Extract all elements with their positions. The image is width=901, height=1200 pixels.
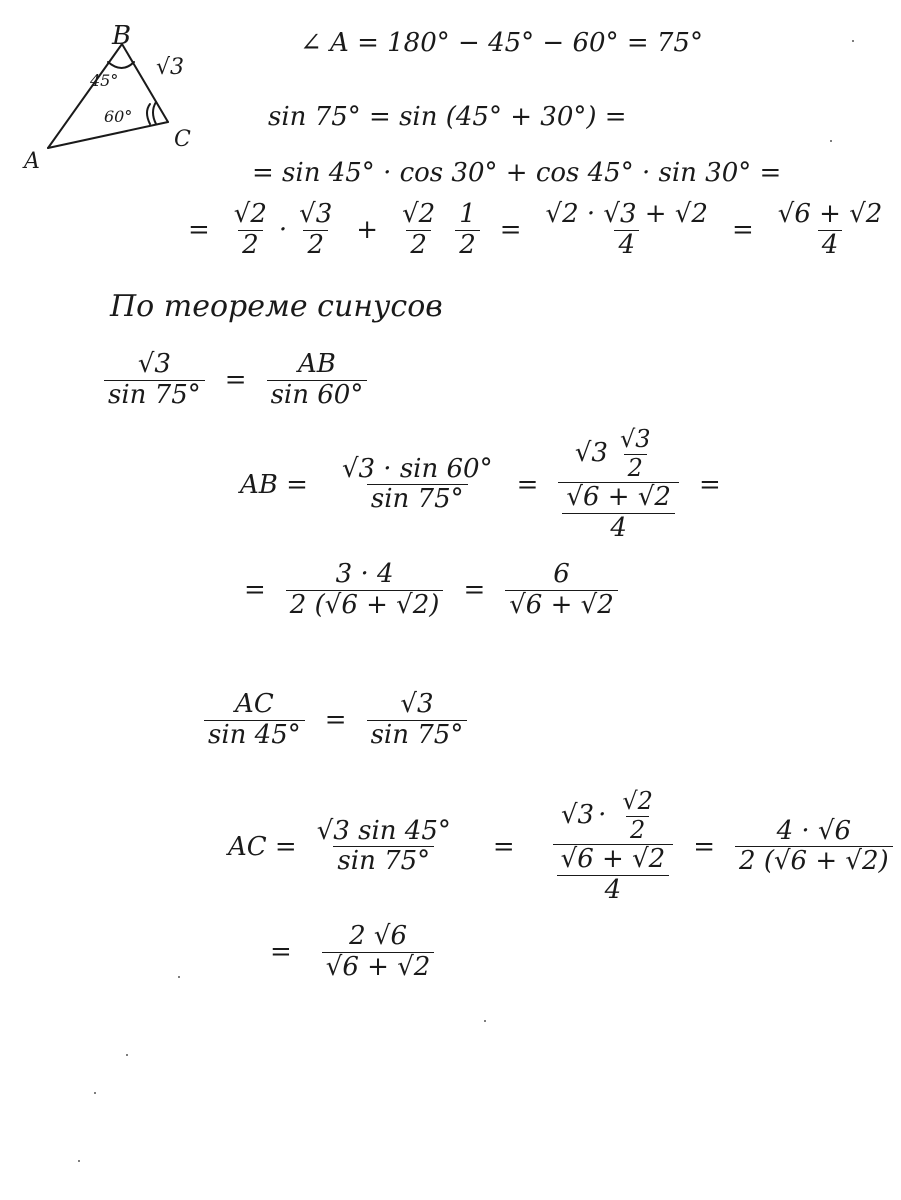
- fraction-sqrt3sin60-over-sin75: $\frac{√3 \cdot \sin 60^\circ}{\sin 75^\circ}$: [341, 453, 493, 515]
- fraction-ab-over-sin60: $\frac{AB}{\sin 60^\circ}$: [267, 350, 368, 411]
- scan-speck: [126, 1054, 128, 1056]
- fraction-sqrt2-over-2: $\frac{√2}{2}$: [233, 199, 267, 260]
- vertex-a-label: A: [24, 149, 40, 174]
- sin75-line: sin 75° = sin (45° + 30°) =: [268, 102, 627, 132]
- scan-speck: [830, 140, 832, 142]
- triangle-diagram: [0, 0, 260, 200]
- angle-b-arc: [108, 62, 134, 68]
- fraction-12-over-2paren: $\frac{3 \cdot 4}{2 (√6 + √2)}$: [286, 560, 444, 621]
- vertex-b-label: B: [112, 21, 132, 51]
- scan-speck: [78, 1160, 80, 1162]
- scan-speck: [484, 1020, 486, 1022]
- ac-computation: AC = $\frac{√3 \sin 45^\circ}{\sin 75^\circ}$ = √3 · √2 2 √6 + √2 4 = $\frac{4 \cdot √6}{2 (√6 + √2)}$: [228, 788, 901, 906]
- fraction-2sqrt6-over-sum: $\frac{2 √6}{√6 + √2}$: [322, 922, 435, 983]
- ac-result: = $\frac{2 √6}{√6 + √2}$: [258, 922, 442, 983]
- side-ab: [48, 44, 122, 148]
- fraction-sqrt3-over-sin75-b: $\frac{√3}{\sin 75^\circ}$: [367, 690, 468, 751]
- fraction-sqrt3-over-2: √3 2: [299, 199, 333, 260]
- sine-proportion-ab: $\frac{√3}{\sin 75^\circ}$ = $\frac{AB}{\sin 60^\circ}$: [96, 350, 375, 411]
- fraction-sqrt3-over-sin75: $\frac{√3}{\sin 75^\circ}$: [104, 350, 205, 411]
- side-bc-label: √3: [156, 55, 185, 80]
- sine-theorem-heading: По теореме синусов: [110, 289, 443, 324]
- fraction-6-over-sum: $\frac{6}{√6 + √2}$: [505, 560, 618, 621]
- complex-fraction-ac: √3 · √2 2 √6 + √2 4: [553, 788, 674, 906]
- complex-fraction-ab: √3 √3 2 √6 + √2 4: [558, 426, 679, 544]
- angle-c-arc1: [147, 104, 150, 124]
- fraction-sum-over-4: $\frac{√2 \cdot √3 + √2}{4}$: [545, 199, 708, 260]
- angle-c-arc2: [153, 102, 156, 124]
- scan-speck: [178, 976, 180, 978]
- vertex-c-label: C: [174, 127, 191, 152]
- fraction-sqrt6-plus-sqrt2-over-4: $\frac{√6 + √2}{4}$: [777, 199, 883, 260]
- fraction-sqrt2-over-2-b: $\frac{√2}{2}$: [402, 199, 436, 260]
- fraction-4sqrt6-over-2paren: $\frac{4 \cdot √6}{2 (√6 + √2)}$: [735, 817, 893, 878]
- expansion-line: = sin 45° · cos 30° + cos 45° · sin 30° =: [252, 158, 782, 188]
- fraction-1-over-2: $\frac{1}{2}$: [455, 200, 480, 261]
- fraction-sqrt3-over-2-inner: √3 2: [619, 425, 651, 482]
- ab-simplified: = $\frac{3 \cdot 4}{2 (√6 + √2)}$ = $\frac{6}{√6 + √2}$: [232, 560, 626, 621]
- fraction-sqrt2-over-2-inner: √2 2: [622, 787, 653, 844]
- angle-b-label: 45°: [90, 71, 119, 90]
- fraction-ac-over-sin45: $\frac{AC}{\sin 45^\circ}$: [204, 690, 305, 751]
- scan-speck: [94, 1092, 96, 1094]
- angle-a-line: ∠ A = 180° − 45° − 60° = 75°: [300, 28, 703, 58]
- sin75-value-line: = $\frac{√2}{2}$ · √3 2 + $\frac{√2}{2}$ $\frac{1}{2}$ = $\frac{√2 \cdot √3 + √2}{4}$ = $\frac{√6 + √2}{4}$: [176, 200, 894, 261]
- angle-c-label: 60°: [104, 107, 133, 126]
- fraction-sqrt3sin45-over-sin75: $\frac{√3 \sin 45^\circ}{\sin 75^\circ}$: [316, 815, 451, 877]
- ab-computation: AB = $\frac{√3 \cdot \sin 60^\circ}{\sin 75^\circ}$ = √3 √3 2 √6 + √2 4 =: [240, 425, 721, 544]
- sine-proportion-ac: $\frac{AC}{\sin 45^\circ}$ = $\frac{√3}{\sin 75^\circ}$: [196, 690, 475, 751]
- scan-speck: [852, 40, 854, 42]
